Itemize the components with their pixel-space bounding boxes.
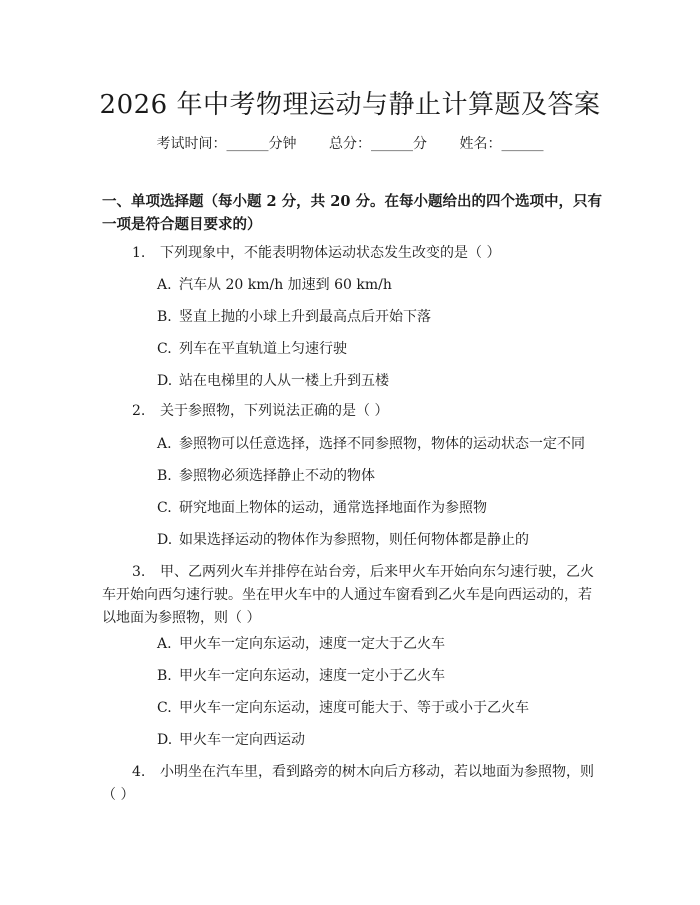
option-letter: B. xyxy=(157,668,172,684)
option-letter: D. xyxy=(157,532,173,548)
option-1-c xyxy=(157,338,347,361)
exam-time-field: 考试时间：______分钟 xyxy=(156,136,297,152)
option-2-b xyxy=(157,465,375,488)
question-number: 1. xyxy=(132,245,146,261)
option-text: 甲火车一定向东运动，速度一定小于乙火车 xyxy=(179,668,445,684)
option-text: 甲火车一定向西运动 xyxy=(179,732,305,748)
option-text: 如果选择运动的物体作为参照物，则任何物体都是静止的 xyxy=(179,532,529,548)
question-4 xyxy=(102,761,602,807)
exam-meta xyxy=(0,133,700,153)
option-3-d xyxy=(157,729,305,752)
option-text: 竖直上抛的小球上升到最高点后开始下落 xyxy=(179,309,431,325)
option-text: 汽车从 20 km/h 加速到 60 km/h xyxy=(179,277,392,293)
option-3-a xyxy=(157,633,445,656)
student-name-field: 姓名：______ xyxy=(459,136,544,152)
option-text: 甲火车一定向东运动，速度可能大于、等于或小于乙火车 xyxy=(179,700,529,716)
option-text: 甲火车一定向东运动，速度一定大于乙火车 xyxy=(179,636,445,652)
question-stem: 下列现象中，不能表明物体运动状态发生改变的是（ ） xyxy=(160,245,501,261)
option-letter: B. xyxy=(157,468,172,484)
option-1-b xyxy=(157,306,431,329)
question-stem: 关于参照物，下列说法正确的是（ ） xyxy=(160,403,389,419)
question-1 xyxy=(132,242,500,265)
question-stem: 甲、乙两列火车并排停在站台旁，后来甲火车开始向东匀速行驶，乙火车开始向西匀速行驶。坐在甲火车中的人通过车窗看到乙火车是向西运动的，若以地面为参照物，则（ ） xyxy=(102,564,594,626)
option-letter: C. xyxy=(157,341,172,357)
option-text: 参照物必须选择静止不动的物体 xyxy=(179,468,375,484)
option-2-d xyxy=(157,529,529,552)
option-letter: A. xyxy=(157,636,172,652)
option-letter: A. xyxy=(157,436,172,452)
section-heading: 一、单项选择题（每小题 2 分，共 20 分。在每小题给出的四个选项中，只有一项是符合题目要求的） xyxy=(102,193,602,233)
option-text: 研究地面上物体的运动，通常选择地面作为参照物 xyxy=(179,500,487,516)
total-score-field: 总分：______分 xyxy=(329,136,427,152)
option-letter: D. xyxy=(157,373,173,389)
question-number: 4. xyxy=(132,764,146,780)
option-text: 站在电梯里的人从一楼上升到五楼 xyxy=(179,373,389,389)
option-text: 列车在平直轨道上匀速行驶 xyxy=(179,341,347,357)
option-letter: B. xyxy=(157,309,172,325)
option-letter: A. xyxy=(157,277,172,293)
option-1-d xyxy=(157,370,389,393)
option-letter: C. xyxy=(157,500,172,516)
option-text: 参照物可以任意选择，选择不同参照物，物体的运动状态一定不同 xyxy=(179,436,585,452)
option-2-a xyxy=(157,433,585,456)
option-1-a xyxy=(157,274,392,297)
option-2-c xyxy=(157,497,487,520)
option-3-b xyxy=(157,665,445,688)
question-3 xyxy=(102,561,602,630)
option-3-c xyxy=(157,697,529,720)
question-number: 2. xyxy=(132,403,146,419)
question-2 xyxy=(132,400,388,423)
option-letter: D. xyxy=(157,732,173,748)
question-stem: 小明坐在汽车里，看到路旁的树木向后方移动，若以地面为参照物，则（ ） xyxy=(102,764,594,803)
question-number: 3. xyxy=(132,564,146,580)
document-title: 2026 年中考物理运动与静止计算题及答案 xyxy=(99,90,601,120)
option-letter: C. xyxy=(157,700,172,716)
